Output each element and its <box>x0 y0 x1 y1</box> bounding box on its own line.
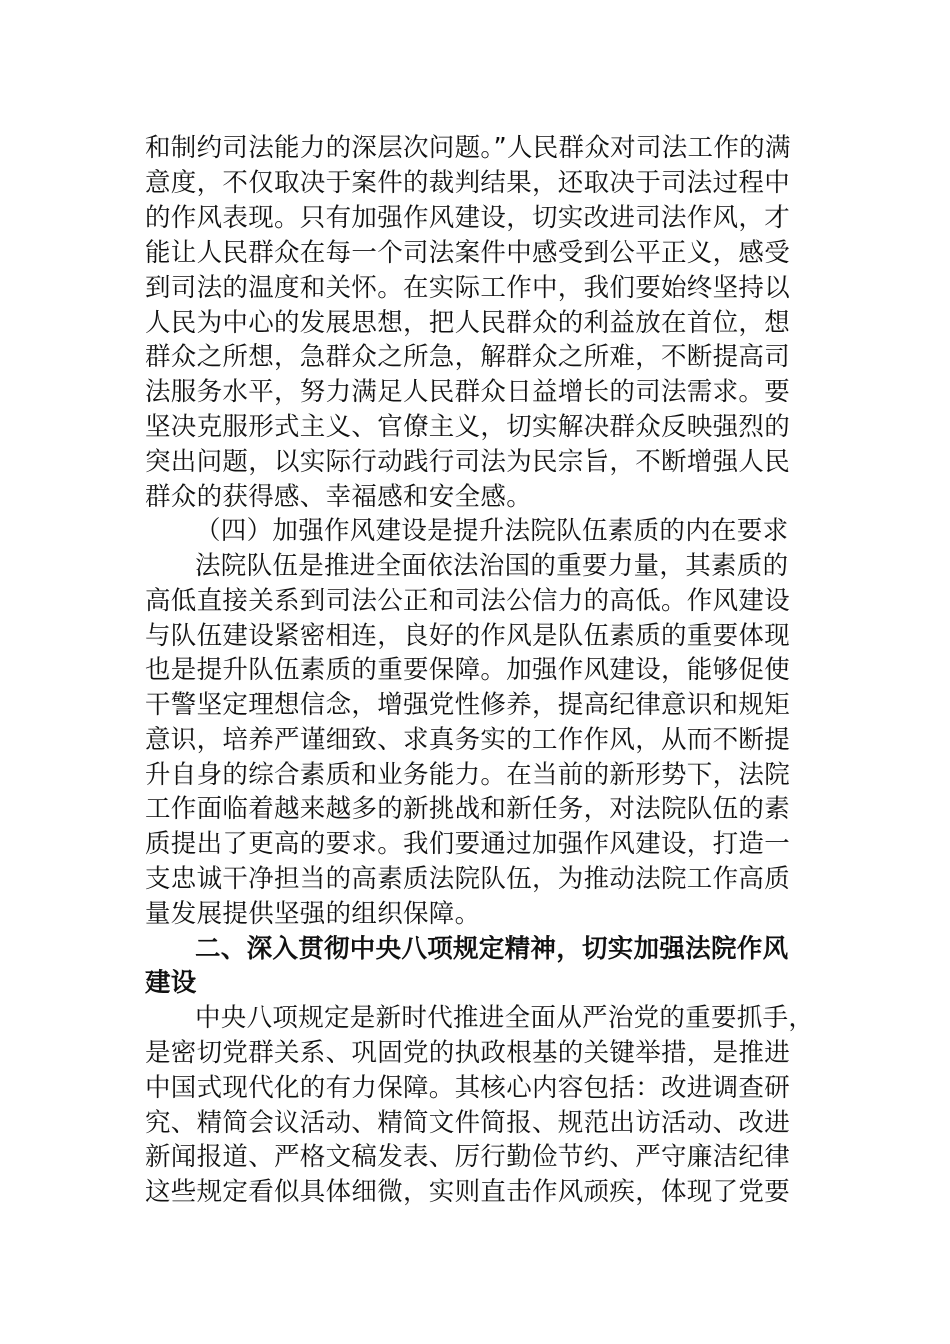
text-line: 和制约司法能力的深层次问题。”人民群众对司法工作的满 <box>145 133 791 163</box>
text-line: 意度，不仅取决于案件的裁判结果，还取决于司法过程中 <box>145 168 791 198</box>
section-heading: （四）加强作风建设是提升法院队伍素质的内在要求 <box>195 516 789 546</box>
text-line: 这些规定看似具体细微，实则直击作风顽疾，体现了党要 <box>145 1177 791 1207</box>
text-line: 中央八项规定是新时代推进全面从严治党的重要抓手， <box>195 1003 815 1033</box>
text-line: 工作面临着越来越多的新挑战和新任务，对法院队伍的素 <box>145 794 791 824</box>
text-line: 能让人民群众在每一个司法案件中感受到公平正义，感受 <box>145 238 791 268</box>
text-line: 与队伍建设紧密相连，良好的作风是队伍素质的重要体现 <box>145 621 791 651</box>
text-line: 人民为中心的发展思想，把人民群众的利益放在首位，想 <box>145 308 791 338</box>
text-line: 群众的获得感、幸福感和安全感。 <box>145 482 533 512</box>
text-line: 干警坚定理想信念，增强党性修养，提高纪律意识和规矩 <box>145 690 791 720</box>
chapter-heading: 二、深入贯彻中央八项规定精神，切实加强法院作风 <box>195 934 789 964</box>
text-line: 到司法的温度和关怀。在实际工作中，我们要始终坚持以 <box>145 273 791 303</box>
text-line: 坚决克服形式主义、官僚主义，切实解决群众反映强烈的 <box>145 412 791 442</box>
text-line: 中国式现代化的有力保障。其核心内容包括：改进调查研 <box>145 1073 791 1103</box>
text-line: 突出问题，以实际行动践行司法为民宗旨，不断增强人民 <box>145 447 791 477</box>
text-line: 究、精简会议活动、精简文件简报、规范出访活动、改进 <box>145 1108 791 1138</box>
text-line: 群众之所想，急群众之所急，解群众之所难，不断提高司 <box>145 342 791 372</box>
text-line: 质提出了更高的要求。我们要通过加强作风建设，打造一 <box>145 829 791 859</box>
text-line: 高低直接关系到司法公正和司法公信力的高低。作风建设 <box>145 586 791 616</box>
text-line: 新闻报道、严格文稿发表、厉行勤俭节约、严守廉洁纪律 <box>145 1142 791 1172</box>
text-line: 升自身的综合素质和业务能力。在当前的新形势下，法院 <box>145 760 791 790</box>
text-line: 法服务水平，努力满足人民群众日益增长的司法需求。要 <box>145 377 791 407</box>
text-line: 法院队伍是推进全面依法治国的重要力量，其素质的 <box>195 551 789 581</box>
text-line: 支忠诚干净担当的高素质法院队伍，为推动法院工作高质 <box>145 864 791 894</box>
text-line: 也是提升队伍素质的重要保障。加强作风建设，能够促使 <box>145 655 791 685</box>
text-line: 意识，培养严谨细致、求真务实的工作作风，从而不断提 <box>145 725 791 755</box>
text-line: 量发展提供坚强的组织保障。 <box>145 899 481 929</box>
chapter-heading-continued: 建设 <box>145 968 197 998</box>
text-line: 的作风表现。只有加强作风建设，切实改进司法作风，才 <box>145 203 791 233</box>
text-line: 是密切党群关系、巩固党的执政根基的关键举措，是推进 <box>145 1038 791 1068</box>
